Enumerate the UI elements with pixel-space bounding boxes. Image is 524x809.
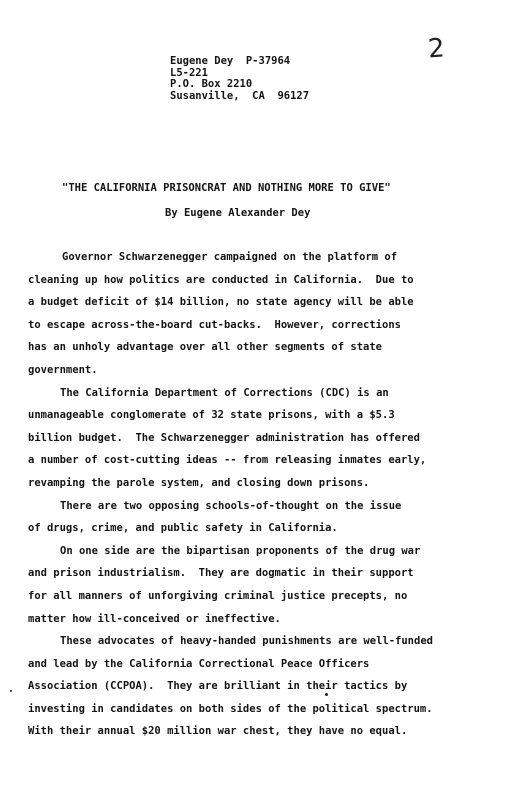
address-line: P.O. Box 2210 (170, 78, 253, 90)
page-number: 2 (426, 33, 446, 65)
text-line: has an unholy advantage over all other segments of state (28, 341, 383, 354)
text-line: and lead by the California Correctional Peace Officers (28, 657, 370, 670)
article-byline: By Eugene Alexander Dey (165, 207, 311, 219)
text-line: of drugs, crime, and public safety in California. (28, 522, 338, 535)
address-line: Susanville, CA 96127 (170, 89, 310, 102)
text-line: The California Department of Corrections (CDC) is an (60, 386, 389, 399)
text-line: a budget deficit of $14 billion, no state agency will be able (28, 296, 414, 309)
sender-address (170, 56, 309, 102)
text-line: revamping the parole system, and closing down prisons. (28, 476, 370, 489)
text-line: Association (CCPOA). They are brilliant in their tactics by (28, 680, 408, 693)
text-line: investing in candidates on both sides of the political spectrum. (28, 702, 433, 715)
article-title: "THE CALIFORNIA PRISONCRAT AND NOTHING MORE TO GIVE" (62, 182, 391, 194)
text-line: Governor Schwarzenegger campaigned on the platform of (62, 251, 398, 263)
text-line: and prison industrialism. They are dogmatic in their support (28, 567, 414, 580)
address-line: L5-221 (170, 66, 208, 79)
text-line: On one side are the bipartisan proponents of the drug war (60, 544, 421, 557)
scan-speck (10, 690, 12, 692)
text-line: government. (28, 363, 98, 376)
article-body (28, 246, 508, 743)
text-line: These advocates of heavy-handed punishments are well-funded (60, 635, 433, 648)
text-line: With their annual $20 million war chest, they have no equal. (28, 725, 408, 738)
address-line: Eugene Dey P-37964 (170, 55, 291, 67)
text-line: for all manners of unforgiving criminal justice precepts, no (28, 589, 408, 602)
text-line: a number of cost-cutting ideas -- from releasing inmates early, (28, 454, 427, 467)
text-line: unmanageable conglomerate of 32 state prisons, with a $5.3 (28, 409, 395, 422)
scan-speck (325, 693, 328, 696)
text-line: matter how ill-conceived or ineffective. (28, 612, 281, 625)
text-line: to escape across-the-board cut-backs. However, corrections (28, 318, 401, 331)
text-line: There are two opposing schools-of-thought on the issue (60, 499, 402, 512)
text-line: billion budget. The Schwarzenegger administration has offered (28, 431, 420, 444)
text-line: cleaning up how politics are conducted in California. Due to (28, 273, 414, 286)
